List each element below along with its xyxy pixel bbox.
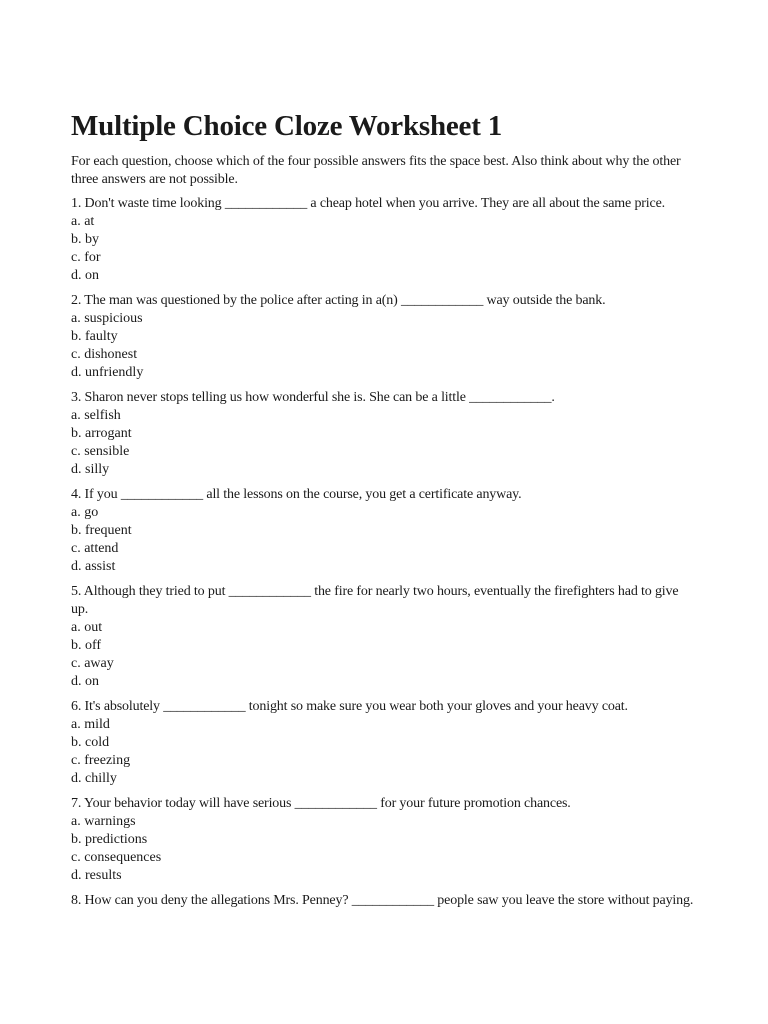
question-prompt: 3. Sharon never stops telling us how wonderful she is. She can be a little ____________. [71,390,555,405]
question-prompt: 6. It's absolutely ____________ tonight so make sure you wear both your gloves and your heavy coat. [71,699,628,714]
question-4 [71,486,697,576]
worksheet-page [71,108,697,917]
question-7 [71,795,697,885]
question-list [71,195,697,910]
answer-option: d. assist [71,559,116,574]
answer-option: b. by [71,232,99,247]
answer-option: d. results [71,868,122,883]
question-prompt: 1. Don't waste time looking ____________ a cheap hotel when you arrive. They are all about the same price. [71,196,666,211]
question-2 [71,292,697,382]
answer-option: a. selfish [71,408,121,423]
answer-option: b. faulty [71,329,118,344]
answer-option: c. sensible [71,444,130,459]
answer-options [71,310,697,382]
answer-option: b. cold [71,735,110,750]
answer-option: a. warnings [71,814,136,829]
answer-options [71,813,697,885]
answer-option: d. unfriendly [71,365,144,380]
answer-options [71,619,697,691]
answer-option: a. suspicious [71,311,143,326]
answer-option: c. away [71,656,114,671]
answer-option: c. attend [71,541,119,556]
answer-option: a. out [71,620,103,635]
answer-option: d. chilly [71,771,117,786]
question-prompt: 5. Although they tried to put ____________ the fire for nearly two hours, eventually the firefighters had to give up. [71,584,679,617]
answer-option: a. mild [71,717,110,732]
answer-option: c. dishonest [71,347,138,362]
question-prompt: 7. Your behavior today will have serious ____________ for your future promotion chances. [71,796,571,811]
question-prompt: 8. How can you deny the allegations Mrs. Penney? ____________ people saw you leave the store without paying. [71,893,694,908]
question-3 [71,389,697,479]
answer-options [71,716,697,788]
answer-option: b. arrogant [71,426,132,441]
answer-option: c. freezing [71,753,131,768]
question-6 [71,698,697,788]
question-8 [71,892,697,910]
answer-option: a. go [71,505,99,520]
question-5 [71,583,697,691]
answer-option: d. on [71,268,99,283]
answer-option: c. for [71,250,101,265]
worksheet-title: Multiple Choice Cloze Worksheet 1 [71,110,503,142]
instructions-paragraph: For each question, choose which of the four possible answers fits the space best. Also think about why the other three answers are not possible. [71,154,681,187]
answer-option: c. consequences [71,850,162,865]
answer-options [71,213,697,285]
answer-option: d. on [71,674,99,689]
answer-options [71,504,697,576]
answer-option: d. silly [71,462,110,477]
question-prompt: 2. The man was questioned by the police after acting in a(n) ____________ way outside the bank. [71,293,606,308]
question-1 [71,195,697,285]
answer-option: b. frequent [71,523,132,538]
answer-options [71,407,697,479]
answer-option: b. predictions [71,832,148,847]
answer-option: b. off [71,638,102,653]
question-prompt: 4. If you ____________ all the lessons on the course, you get a certificate anyway. [71,487,522,502]
answer-option: a. at [71,214,95,229]
